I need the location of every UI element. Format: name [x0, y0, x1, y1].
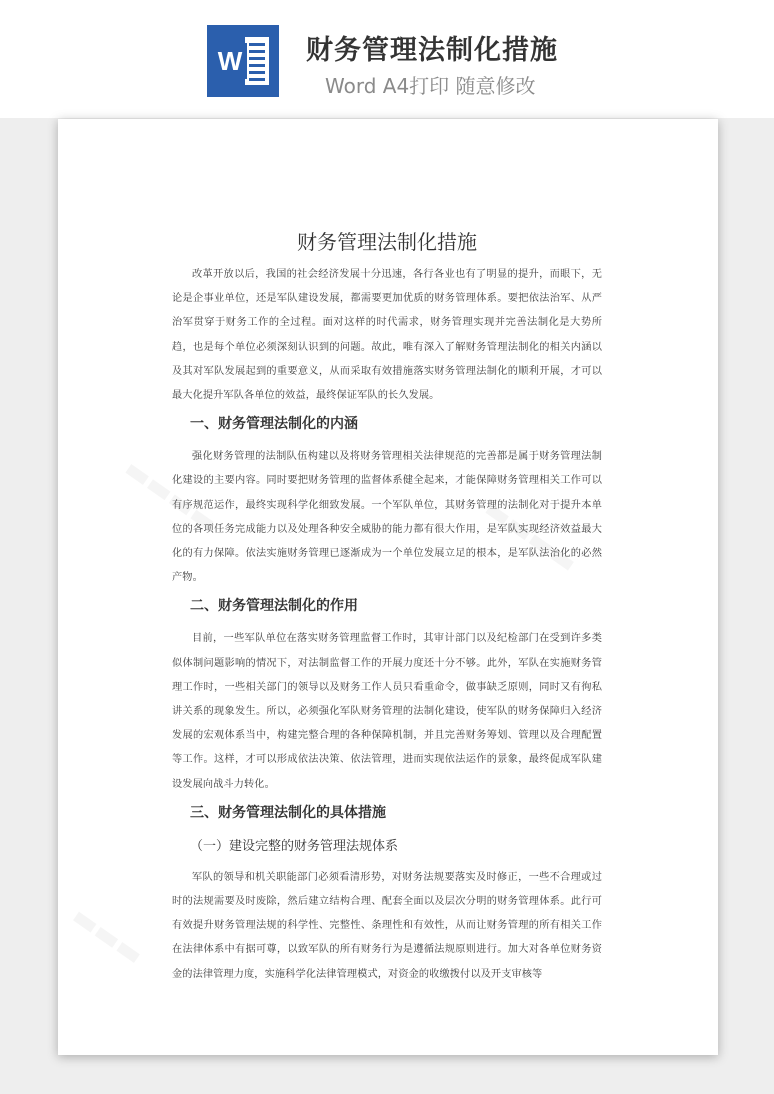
watermark-decoration: ▬▬▬▬ — [118, 451, 224, 540]
document-body — [172, 227, 602, 987]
section-heading: 三、财务管理法制化的具体措施 — [190, 804, 386, 821]
document-title: 财务管理法制化措施 — [297, 230, 477, 254]
watermark-decoration: ▬▬▬▬ — [478, 491, 584, 580]
section-heading: 一、财务管理法制化的内涵 — [190, 416, 358, 433]
subsection-heading: （一）建设完整的财务管理法规体系 — [190, 838, 399, 854]
section-heading: 二、财务管理法制化的作用 — [190, 598, 358, 615]
svg-text:W: W — [217, 46, 243, 76]
banner-subtitle: Word A4打印 随意修改 — [325, 74, 536, 98]
section-paragraph: 强化财务管理的法制队伍构建以及将财务管理相关法律规范的完善都是属于财务管理法制化建设的主要内容。同时要把财务管理的监督体系健全起来，才能保障财务管理相关工作可以有序规范运作，最终实现科学化细致发展。一个军队单位，其财务管理的法制化对于提升本单位的各项任务完成能力以及处理各种安全威胁的能力都有很大作用，是军队实现经济效益最大化的有力保障。依法实施财务管理已逐渐成为一个单位发展立足的根本，是军队法治化的必然产物。 — [172, 451, 602, 584]
section-paragraph: 军队的领导和机关职能部门必须看清形势，对财务法规要落实及时修正，一些不合理或过时的法规需要及时废除，然后建立结构合理、配套全面以及层次分明的财务管理体系。此行可有效提升财务管理法规的科学性、完整性、条理性和有效性，从而让财务管理的所有相关工作在法律体系中有据可尊，以致军队的所有财务行为是遵循法规原则进行。加大对各单位财务资金的法律管理力度，实施科学化法律管理模式，对资金的收缴拨付以及开支审核等 — [172, 871, 602, 980]
word-document-icon — [207, 25, 279, 97]
banner-header — [0, 0, 774, 118]
watermark-decoration: ▬▬▬ — [65, 899, 150, 972]
section-paragraph: 目前，一些军队单位在落实财务管理监督工作时，其审计部门以及纪检部门在受到许多类似体制问题影响的情况下，对法制监督工作的开展力度还十分不够。此外，军队在实施财务管理工作时，一些相关部门的领导以及财务工作人员只看重命令，做事缺乏原则，同时又有徇私讲关系的现象发生。所以，必须强化军队财务管理的法制化建设，使军队的财务保障归入经济发展的宏观体系当中，构建完整合理的各种保障机制，并且完善财务筹划、管理以及合理配置等工作。这样，才可以形成依法决策、依法管理，进而实现依法运作的景象，最终促成军队建设发展向战斗力转化。 — [172, 633, 602, 790]
banner-title: 财务管理法制化措施 — [306, 35, 558, 66]
document-page — [58, 119, 718, 1055]
intro-paragraph: 改革开放以后，我国的社会经济发展十分迅速，各行各业也有了明显的提升，而眼下，无论是企事业单位，还是军队建设发展，都需要更加优质的财务管理体系。要把依法治军、从严治军贯穿于财务工作的全过程。面对这样的时代需求，财务管理实现并完善法制化是大势所趋，也是每个单位必须深刻认识到的问题。故此，唯有深入了解财务管理法制化的相关内涵以及其对军队发展起到的重要意义，从而采取有效措施落实财务管理法制化的顺利开展，才可以最大化提升军队各单位的效益，最终保证军队的长久发展。 — [172, 269, 602, 402]
